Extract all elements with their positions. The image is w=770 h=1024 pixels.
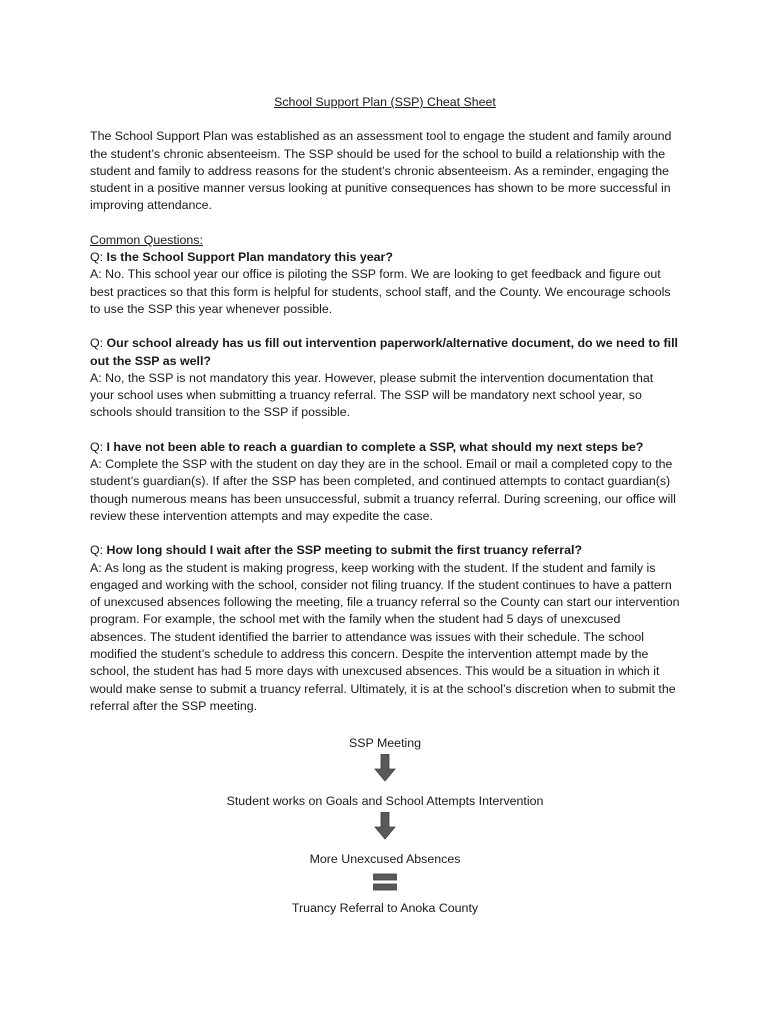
question-prefix: Q: xyxy=(90,250,107,265)
answer-text: A: As long as the student is making progress, keep working with the student. If the student and family is engaged and working with the school, consider not filing truancy. If the student continues to have a pattern of unexcused absences following the meeting, file a truancy referral so the County can start our intervention program. For example, the school met with the family when the student had 5 days of unexcused absences. The student identified the barrier to attendance was issues with their schedule. The school modified the student’s schedule to address this concern. Despite the intervention attempt made by the school, the student has had 5 more days with unexcused absences. This would be a situation in which it would make sense to submit a truancy referral. Ultimately, it is at the school’s discretion when to submit the referral after the SSP meeting. xyxy=(90,560,680,713)
question xyxy=(90,542,680,559)
question-text: Our school already has us fill out intervention paperwork/alternative document, do we need to fill out the SSP as well? xyxy=(90,336,678,368)
question-prefix: Q: xyxy=(90,336,107,351)
question xyxy=(90,249,680,266)
flow-step-truancy-referral: Truancy Referral to Anoka County xyxy=(291,901,479,915)
process-flowchart xyxy=(0,734,770,917)
question-text: I have not been able to reach a guardian to complete a SSP, what should my next steps be? xyxy=(106,439,644,454)
flow-step-more-absences: More Unexcused Absences xyxy=(309,852,461,866)
flow-step-ssp-meeting: SSP Meeting xyxy=(348,736,422,750)
flow-step-goals-intervention: Student works on Goals and School Attempts Intervention xyxy=(226,794,544,808)
question-prefix: Q: xyxy=(90,439,107,454)
qa-item xyxy=(90,335,680,421)
down-arrow-icon xyxy=(374,812,396,840)
qa-item xyxy=(90,542,680,715)
question-text: How long should I wait after the SSP meeting to submit the first truancy referral? xyxy=(106,543,583,558)
answer-text: A: Complete the SSP with the student on day they are in the school. Email or mail a completed copy to the student’s guardian(s). If after the SSP has been completed, and continued attempts to contact guardian(s) though numerous means has been unsuccessful, submit a truancy referral. During screening, our office will review these intervention attempts and may expedite the case. xyxy=(90,457,676,523)
common-questions-heading: Common Questions: xyxy=(90,232,203,247)
down-arrow-icon xyxy=(374,754,396,782)
question-text: Is the School Support Plan mandatory this year? xyxy=(106,250,393,265)
document-body xyxy=(90,94,680,732)
answer-text: A: No. This school year our office is piloting the SSP form. We are looking to get feedback and figure out best practices so that this form is helpful for students, school staff, and the County. We encourage schools to use the SSP this year whenever possible. xyxy=(90,267,671,316)
equals-sign-icon xyxy=(373,873,397,891)
document-title: School Support Plan (SSP) Cheat Sheet xyxy=(274,95,496,109)
question xyxy=(90,335,680,370)
qa-item xyxy=(90,439,680,525)
answer-text: A: No, the SSP is not mandatory this year. However, please submit the intervention documentation that your school uses when submitting a truancy referral. The SSP will be mandatory next school year, so schools should transition to the SSP if possible. xyxy=(90,370,654,420)
question xyxy=(90,439,680,456)
qa-item xyxy=(90,249,680,318)
intro-paragraph: The School Support Plan was established as an assessment tool to engage the student and family around the student’s chronic absenteeism. The SSP should be used for the school to build a relationship with the student and family to address reasons for the student’s chronic absenteeism. As a reminder, engaging the student in a positive manner versus looking at punitive consequences has shown to be more successful in improving attendance. xyxy=(90,129,672,213)
question-prefix: Q: xyxy=(90,543,107,558)
